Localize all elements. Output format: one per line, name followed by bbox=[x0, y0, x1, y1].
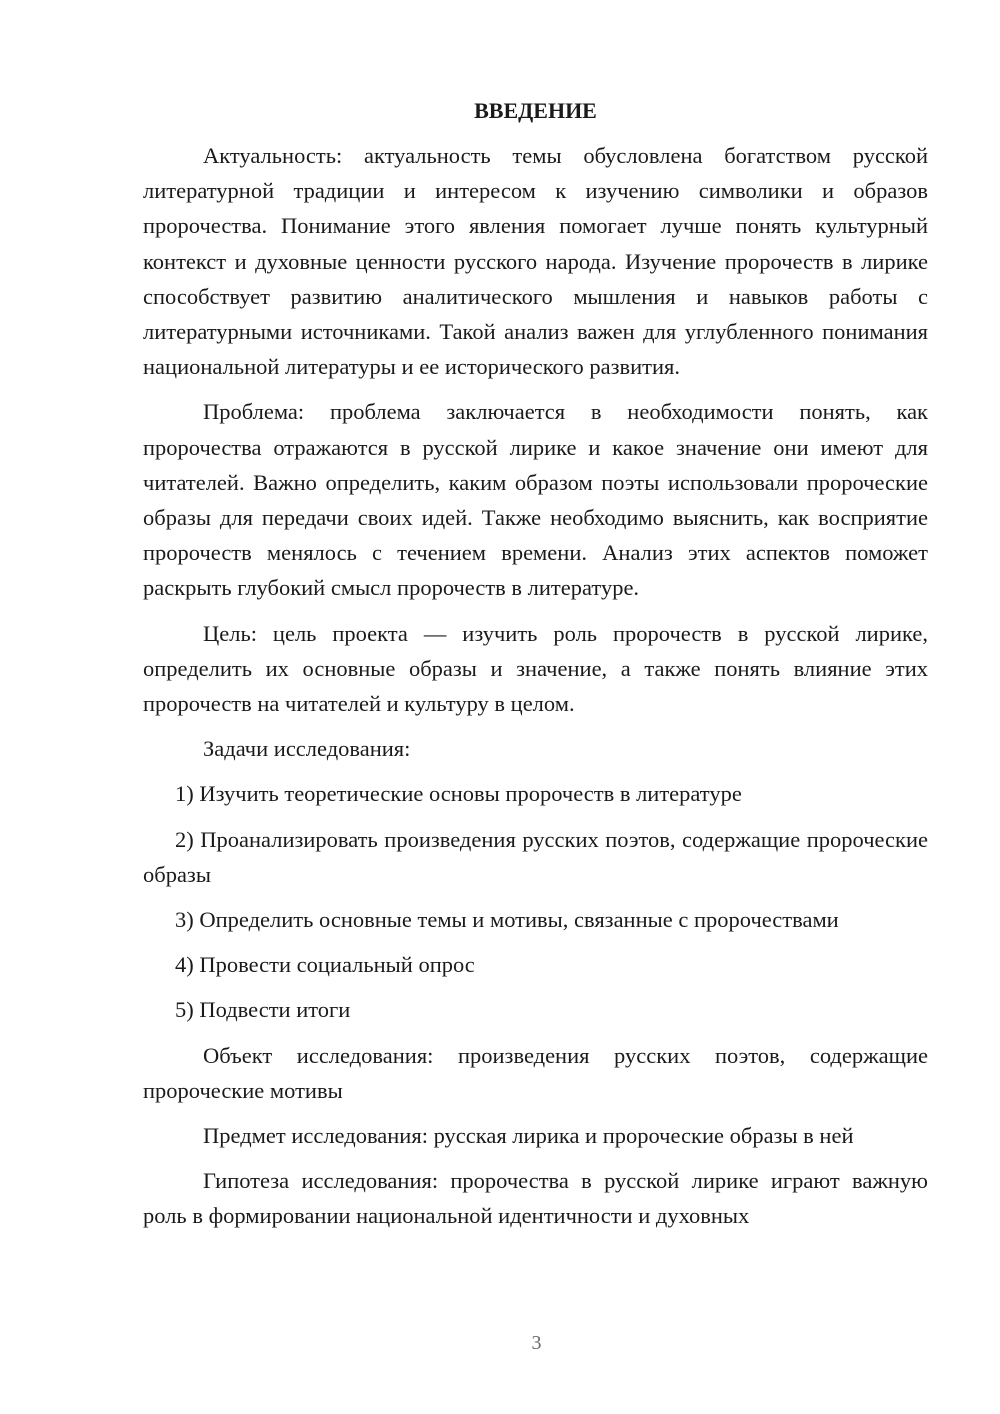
page-content bbox=[143, 93, 928, 1244]
task-item: 3) Определить основные темы и мотивы, связанные с пророчествами bbox=[175, 907, 839, 933]
page-title: ВВЕДЕНИЕ bbox=[474, 98, 597, 123]
task-item: 4) Провести социальный опрос bbox=[175, 952, 475, 978]
relevance-paragraph: Актуальность: актуальность темы обусловлена богатством русской литературной традиции и интересом к изучению символики и образов пророчества. Понимание этого явления помогает лучше понять культурный контекст и духовные ценности русского народа. Изучение пророчеств в лирике способствует развитию аналитического мышления и навыков работы с литературными источниками. Такой анализ важен для углубленного понимания национальной литературы и ее исторического развития. bbox=[143, 143, 928, 380]
tasks-heading: Задачи исследования: bbox=[203, 736, 411, 762]
task-item: 5) Подвести итоги bbox=[175, 997, 351, 1023]
goal-paragraph: Цель: цель проекта — изучить роль пророчеств в русской лирике, определить их основные образы и значение, а также понять влияние этих пророчеств на читателей и культуру в целом. bbox=[143, 620, 928, 717]
subject-paragraph: Предмет исследования: русская лирика и пророческие образы в ней bbox=[203, 1123, 854, 1149]
task-item: 1) Изучить теоретические основы пророчеств в литературе bbox=[175, 781, 742, 807]
object-paragraph: Объект исследования: произведения русских поэтов, содержащие пророческие мотивы bbox=[143, 1042, 928, 1103]
page-number: 3 bbox=[531, 1332, 542, 1354]
problem-paragraph: Проблема: проблема заключается в необходимости понять, как пророчества отражаются в русской лирике и какое значение они имеют для читателей. Важно определить, каким образом поэты использовали пророческие образы для передачи своих идей. Также необходимо выяснить, как восприятие пророчеств менялось с течением времени. Анализ этих аспектов поможет раскрыть глубокий смысл пророчеств в литературе. bbox=[143, 399, 928, 601]
hypothesis-paragraph: Гипотеза исследования: пророчества в русской лирике играют важную роль в формировании национальной идентичности и духовных bbox=[143, 1168, 928, 1229]
task-item: 2) Проанализировать произведения русских поэтов, содержащие пророческие образы bbox=[143, 826, 928, 887]
